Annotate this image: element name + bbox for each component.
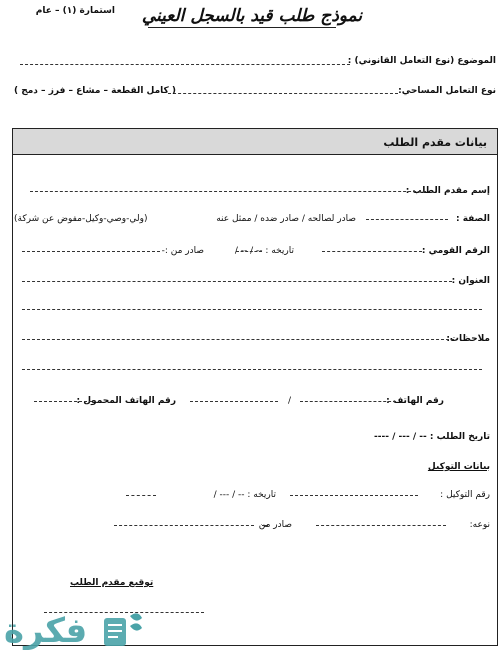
title-underline xyxy=(148,27,336,28)
mobile-field[interactable] xyxy=(34,401,92,402)
poa-date-year[interactable] xyxy=(126,495,156,496)
applicant-section xyxy=(12,128,498,646)
address-field-2[interactable] xyxy=(22,309,482,310)
capacity-options: صادر لصالحه / صادر ضده / ممثل عنه xyxy=(216,214,356,224)
form-number: استمارة (١) – عام xyxy=(35,6,115,16)
applicant-name-label: إسم مقدم الطلب : xyxy=(405,186,490,196)
national-id-field[interactable] xyxy=(322,251,422,252)
capacity-field[interactable] xyxy=(366,219,448,220)
fikra-logo xyxy=(0,602,150,650)
poa-issued-label: صادر من xyxy=(258,520,292,530)
mobile-label: رقم الهاتف المحمول : xyxy=(76,396,176,406)
national-id-label: الرقم القومي : xyxy=(421,246,490,256)
book-icon xyxy=(104,613,142,646)
area-type-options: ( كامل القطعة – مشاع – فرز – دمج ) xyxy=(14,86,176,96)
national-id-issued-label: صادر من :- xyxy=(161,246,204,256)
poa-type-label: نوعه: xyxy=(469,520,490,530)
area-type-label: نوع التعامل المساحي: xyxy=(398,86,496,96)
phone-label: رقم الهاتف : xyxy=(386,396,444,406)
signature-label: توقيع مقدم الطلب xyxy=(70,578,154,588)
notes-field-1[interactable] xyxy=(22,339,454,340)
poa-issued-field[interactable] xyxy=(114,525,254,526)
address-label: العنوان : xyxy=(451,276,490,286)
poa-number-label: رقم التوكيل : xyxy=(440,490,490,500)
area-type-field[interactable] xyxy=(168,93,398,94)
national-id-date-year[interactable] xyxy=(236,251,262,252)
page-title: نموذج طلب قيد بالسجل العيني xyxy=(141,6,363,26)
phone-field-2[interactable] xyxy=(190,401,278,402)
capacity-types: (ولي-وصي-وكيل-مفوض عن شركة) xyxy=(14,214,148,224)
address-field-1[interactable] xyxy=(22,281,452,282)
poa-title: بيانات التوكيل xyxy=(427,462,490,472)
poa-type-field[interactable] xyxy=(316,525,446,526)
section-header xyxy=(12,128,498,155)
notes-label: ملاحظات: xyxy=(446,334,490,344)
logo-text: فكرة xyxy=(4,611,88,650)
poa-issued-colon xyxy=(262,525,268,526)
subject-label: الموضوع (نوع التعامل القانوني) : xyxy=(347,56,496,66)
request-date: تاريخ الطلب : -- / --- / ---- xyxy=(374,432,490,442)
subject-field[interactable] xyxy=(20,64,350,65)
national-id-date: تاريخه : -- / -- / xyxy=(234,246,294,256)
notes-field-2[interactable] xyxy=(22,369,482,370)
section-title: بيانات مقدم الطلب xyxy=(383,136,487,149)
applicant-name-field[interactable] xyxy=(30,191,426,192)
phone-field-1[interactable] xyxy=(300,401,396,402)
poa-number-field[interactable] xyxy=(290,495,418,496)
capacity-label: الصفة : xyxy=(455,214,490,224)
poa-date: تاريخه : -- / --- / xyxy=(213,490,276,500)
national-id-issued-field[interactable] xyxy=(22,251,160,252)
phone-separator: / xyxy=(288,396,292,406)
